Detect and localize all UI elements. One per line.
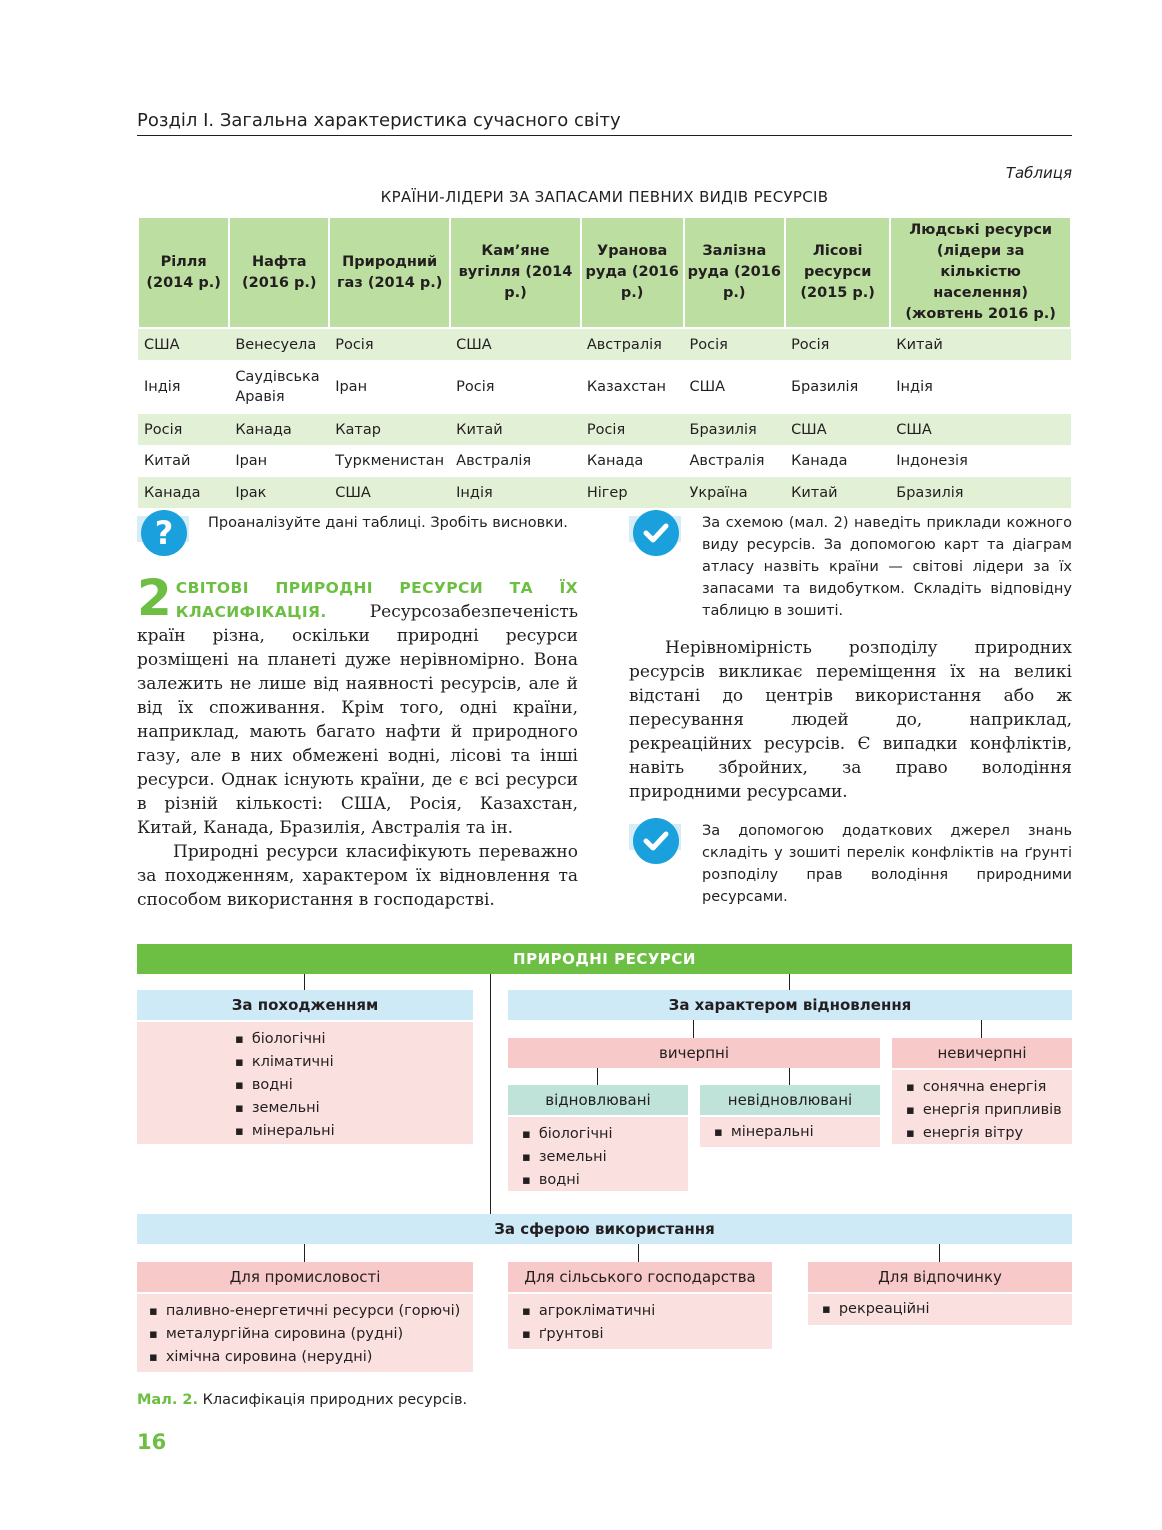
resources-leaders-table <box>137 216 1072 508</box>
industry-list <box>137 1294 473 1372</box>
list-item: ▪ рекреаційні <box>822 1298 1072 1321</box>
exhaustible-header: вичерпні <box>508 1038 880 1068</box>
list-item: ▪ мінеральні <box>714 1121 880 1144</box>
section-heading: СВІТОВІ ПРИРОДНІ РЕСУРСИ ТА ЇХ КЛАСИФІКАЦІЯ. <box>175 579 578 621</box>
list-item: ▪ біологічні <box>522 1123 688 1146</box>
section-body <box>137 569 578 912</box>
table-cell: Австралія <box>581 328 684 360</box>
industry-header: Для промисловості <box>137 1262 473 1292</box>
table-cell: США <box>138 328 229 360</box>
renewable-header: відновлювані <box>508 1085 688 1115</box>
figure-caption-text: Класифікація природних ресурсів. <box>202 1392 468 1408</box>
table-cell: Росія <box>456 379 495 395</box>
list-item: ▪ металургійна сировина (рудні) <box>149 1323 473 1346</box>
figure-caption <box>137 1392 467 1408</box>
list-item: ▪ біологічні <box>235 1028 473 1051</box>
list-item: ▪ паливно-енергетичні ресурси (горючі) <box>149 1300 473 1323</box>
diagram-root: ПРИРОДНІ РЕСУРСИ <box>137 944 1072 974</box>
recreation-list <box>808 1294 1072 1325</box>
table-cell: Бразилія <box>791 379 859 395</box>
table-cell: Індія <box>144 379 181 395</box>
page-number: 16 <box>137 1430 167 1454</box>
inexhaustible-list <box>892 1070 1072 1144</box>
section-paragraph: Нерівномірність розподілу природних ресурсів викликає переміщення їх на великі відстані до центрів використання або ж пересування людей до, наприклад, рекреаційних ресурсів. Є випадки конфліктів, навіть збройних, за право володіння природними ресурсами. <box>629 638 1072 802</box>
list-item: ▪ ґрунтові <box>522 1323 772 1346</box>
running-head: Розділ I. Загальна характеристика сучасного світу <box>137 110 1072 136</box>
origin-list <box>137 1022 473 1144</box>
table-cell: США <box>450 328 581 360</box>
table-row <box>138 360 1071 414</box>
question-icon: ? <box>137 510 195 546</box>
table-cell: Канада <box>229 414 329 445</box>
table-header: Уранова руда (2016 р.) <box>581 217 684 328</box>
list-item: ▪ хімічна сировина (нерудні) <box>149 1346 473 1369</box>
table-cell: Канада <box>138 477 229 508</box>
list-item: ▪ сонячна енергія <box>906 1076 1072 1099</box>
table-cell: Росія <box>684 328 786 360</box>
table-cell: США <box>785 414 890 445</box>
list-item: ▪ земельні <box>235 1097 473 1120</box>
table-cell: Росія <box>329 328 450 360</box>
table-cell: США <box>689 379 726 395</box>
section-number: 2 <box>137 569 172 627</box>
renewal-header: За характером відновлення <box>508 990 1072 1020</box>
table-cell: Китай <box>450 414 581 445</box>
table-cell: Канада <box>586 453 644 469</box>
table-cell: Китай <box>890 328 1071 360</box>
table-header: Лісові ресурси (2015 р.) <box>785 217 890 328</box>
task-text: За схемою (мал. 2) наведіть приклади кожного виду ресурсів. За допомогою карт та діаграм атласу назвіть країни — світові лідери за їх запасами та видобутком. Складіть відповідну таблицю в зошиті. <box>702 515 1072 619</box>
list-item: ▪ земельні <box>522 1146 688 1169</box>
table-cell: Індонезія <box>896 453 968 469</box>
table-cell: Іран <box>335 379 368 395</box>
table-row <box>138 414 1071 445</box>
table-header: Залізна руда (2016 р.) <box>684 217 786 328</box>
table-cell: Китай <box>785 477 890 508</box>
table-row <box>138 328 1071 360</box>
table-header: Рілля (2014 р.) <box>138 217 229 328</box>
table-cell: Казахстан <box>586 379 666 395</box>
agriculture-header: Для сільського господарства <box>508 1262 772 1292</box>
origin-header: За походженням <box>137 990 473 1020</box>
section-body-right <box>629 636 1072 804</box>
task-text: За допомогою додаткових джерел знань складіть у зошиті перелік конфліктів на ґрунті розподілу прав володіння природними ресурсами. <box>702 823 1072 905</box>
table-header: Людські ресурси (лідери за кількістю населення) (жовтень 2016 р.) <box>890 217 1071 328</box>
renewable-list <box>508 1117 688 1191</box>
figure-label: Мал. 2. <box>137 1392 198 1408</box>
inexhaustible-header: невичерпні <box>892 1038 1072 1068</box>
table-cell: Бразилія <box>684 414 786 445</box>
nonrenewable-header: невідновлювані <box>700 1085 880 1115</box>
usage-header: За сферою використання <box>137 1214 1072 1244</box>
table-cell: США <box>329 477 450 508</box>
list-item: ▪ агрокліматичні <box>522 1300 772 1323</box>
table-cell: Ірак <box>229 477 329 508</box>
table-cell: США <box>890 414 1071 445</box>
table-cell: Індія <box>450 477 581 508</box>
list-item: ▪ мінеральні <box>235 1120 473 1143</box>
table-header: Природний газ (2014 р.) <box>329 217 450 328</box>
table-header: Нафта (2016 р.) <box>229 217 329 328</box>
nonrenewable-list <box>700 1117 880 1147</box>
list-item: ▪ водні <box>522 1169 688 1192</box>
table-cell: Іран <box>235 453 268 469</box>
recreation-header: Для відпочинку <box>808 1262 1072 1292</box>
table-cell: Австралія <box>456 453 532 469</box>
list-item: ▪ енергія припливів <box>906 1099 1072 1122</box>
question-text: Проаналізуйте дані таблиці. Зробіть висновки. <box>208 515 568 531</box>
table-cell: Україна <box>684 477 786 508</box>
table-cell: Росія <box>785 328 890 360</box>
table-tag: Таблиця <box>1005 164 1072 182</box>
list-item: ▪ водні <box>235 1074 473 1097</box>
table-cell: Бразилія <box>890 477 1071 508</box>
table-header-row <box>138 217 1071 328</box>
table-cell: Саудівська Аравія <box>235 369 320 405</box>
checkmark-icon <box>629 510 687 546</box>
table-cell: Китай <box>144 453 191 469</box>
table-cell: Австралія <box>689 453 765 469</box>
section-paragraph: Ресурсозабезпеченість країн різна, оскільки природні ресурси розміщені на планеті дуже нерівномірно. Вона залежить не лише від наявності ресурсів, але й від їх споживання. Крім того, одні країни, наприклад, мають багато нафти й природного газу, але в них обмежені водні, лісові та інші ресурси. Однак існують країни, де є всі ресурси в різній кількості: США, Росія, Казахстан, Китай, Канада, Бразилія, Австралія та ін. <box>137 602 578 838</box>
table-cell: Індія <box>896 379 933 395</box>
agriculture-list <box>508 1294 772 1349</box>
table-row <box>138 477 1071 508</box>
table-row <box>138 445 1071 477</box>
table-cell: Канада <box>791 453 848 469</box>
checkmark-icon <box>629 818 687 854</box>
table-cell: Росія <box>138 414 229 445</box>
table-cell: Катар <box>329 414 450 445</box>
list-item: ▪ кліматичні <box>235 1051 473 1074</box>
section-paragraph: Природні ресурси класифікують переважно за походженням, характером їх відновлення та способом використання в господарстві. <box>137 842 578 910</box>
table-cell: Туркменистан <box>335 453 445 469</box>
table-title: КРАЇНИ-ЛІДЕРИ ЗА ЗАПАСАМИ ПЕВНИХ ВИДІВ РЕСУРСІВ <box>380 188 829 206</box>
table-cell: Нігер <box>581 477 684 508</box>
table-cell: Венесуела <box>229 328 329 360</box>
table-cell: Росія <box>581 414 684 445</box>
list-item: ▪ енергія вітру <box>906 1122 1072 1145</box>
table-header: Кам’яне вугілля (2014 р.) <box>450 217 581 328</box>
